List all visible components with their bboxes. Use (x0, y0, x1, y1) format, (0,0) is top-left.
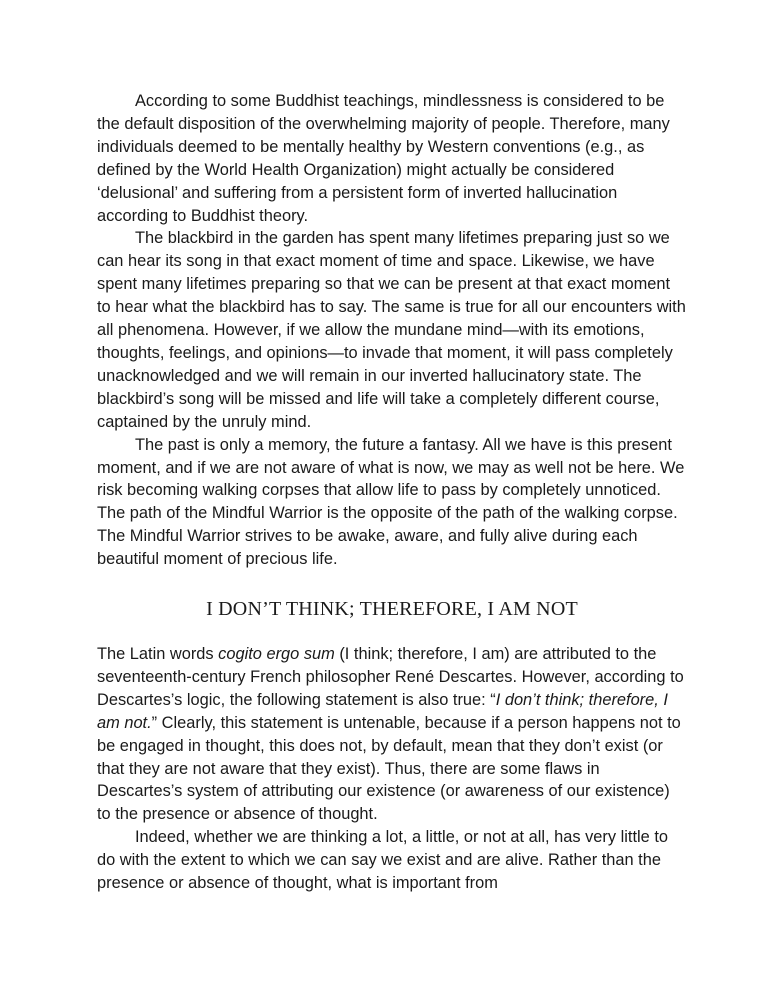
cogito-italic-latin: cogito ergo sum (218, 645, 335, 664)
cogito-text-1: The Latin words (97, 645, 219, 664)
section-heading: I DON’T THINK; THEREFORE, I AM NOT (206, 598, 578, 621)
body-paragraph-blackbird: The blackbird in the garden has spent many lifetimes preparing just so we can hear its song in that exact moment of time and space. Likewise, we have spent many lifetimes preparing so that we can be present at that exact moment to hear what the blackbird has to say. The same is true for all our encounters with all phenomena. However, if we allow the mundane mind—with its emotions, thoughts, feelings, and opinions—to invade that moment, it will pass completely unacknowledged and we will remain in our inverted hallucinatory state. The blackbird’s song will be missed and life will take a completely different course, captained by the unruly mind. (97, 229, 686, 431)
body-paragraph-present-moment: The past is only a memory, the future a fantasy. All we have is this present moment, and if we are not aware of what is now, we may as well not be here. We risk becoming walking corpses that allow life to pass by completely unnoticed. The path of the Mindful Warrior is the opposite of the path of the walking corpse. The Mindful Warrior strives to be awake, aware, and fully alive during each beautiful moment of precious life. (97, 435, 685, 569)
body-paragraph-thinking: Indeed, whether we are thinking a lot, a little, or not at all, has very little to do with the extent to which we can say we exist and are alive. Rather than the presence or absence of thought, what is important from (97, 828, 668, 893)
document-page (97, 90, 687, 895)
cogito-text-3: ” Clearly, this statement is untenable, because if a person happens not to be engaged in thought, this does not, by default, mean that they don’t exist (or that they are not aware that they exist). Thus, there are some flaws in Descartes’s system of attributing our existence (or awareness of our existence) to the presence or absence of thought. (97, 713, 681, 824)
cogito-text-2: (I think; therefore, I am) are attributed to the seventeenth-century French philosopher René Descartes. However, according to Descartes’s logic, the following statement is also true: “ (97, 645, 684, 709)
body-paragraph-mindlessness: According to some Buddhist teachings, mindlessness is considered to be the default disposition of the overwhelming majority of people. Therefore, many individuals deemed to be mentally healthy by Western conventions (e.g., as defined by the World Health Organization) might actually be considered ‘delusional’ and suffering from a persistent form of inverted hallucination according to Buddhist theory. (97, 92, 670, 225)
body-paragraph-cogito (97, 643, 687, 826)
cogito-italic-quote: I don’t think; therefore, I am not. (97, 690, 668, 732)
